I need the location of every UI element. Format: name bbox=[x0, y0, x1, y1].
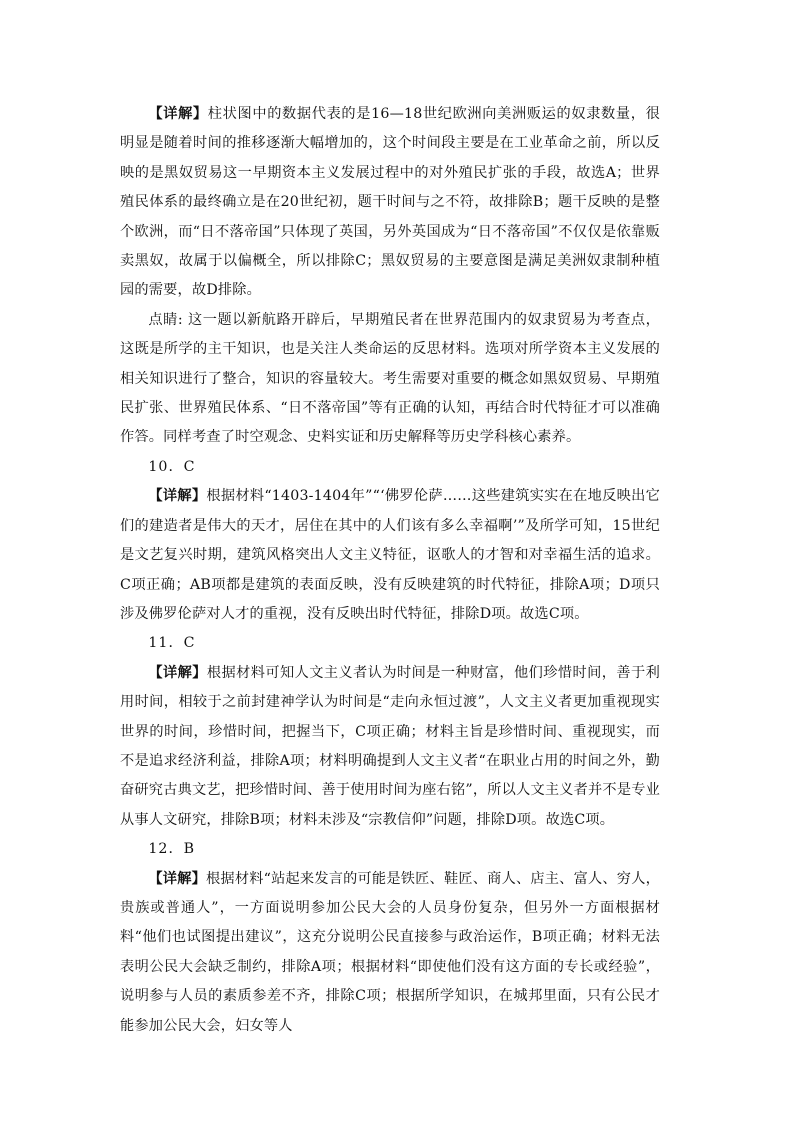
explanation-tag: 【详解】 bbox=[148, 488, 207, 505]
key-point-text: 点睛: 这一题以新航路开辟后，早期殖民者在世界范围内的奴隶贸易为考查点，这既是所学的主干知识，也是关注人类命运的反思材料。选项对所学资本主义发展的相关知识进行了整合，知识的容量较大。考生需要对重要的概念如黑奴贸易、早期殖民扩张、世界殖民体系、“日不落帝国”等有正确的认知，再结合时代特征才可以准确作答。同样考查了时空观念、史料实证和历史解释等历史学科核心素养。 bbox=[120, 311, 660, 446]
explanation-tag: 【详解】 bbox=[148, 870, 207, 887]
explanation-paragraph bbox=[120, 865, 660, 1041]
explanation-paragraph bbox=[120, 659, 660, 835]
explanation-text: 根据材料可知人文主义者认为时间是一种财富，他们珍惜时间，善于利用时间，相较于之前封建神学认为时间是“走向永恒过渡”，人文主义者更加重视现实世界的时间，珍惜时间，把握当下，C项正确；材料主旨是珍惜时间、重视现实，而不是追求经济利益，排除A项；材料明确提到人文主义者“在职业占用的时间之外，勤奋研究古典文艺，把珍惜时间、善于使用时间为座右铭”，所以人文主义者并不是专业从事人文研究，排除B项；材料未涉及“宗教信仰”问题，排除D项。故选C项。 bbox=[120, 664, 660, 828]
explanation-text: 根据材料“1403-1404年”“‘佛罗伦萨……这些建筑实实在在地反映出它们的建造者是伟大的天才，居住在其中的人们该有多么幸福啊’”及所学可知，15世纪是文艺复兴时期，建筑风格突出人文主义特征，讴歌人的才智和对幸福生活的追求。C项正确；AB项都是建筑的表面反映，没有反映建筑的时代特征，排除A项；D项只涉及佛罗伦萨对人才的重视，没有反映出时代特征，排除D项。故选C项。 bbox=[120, 488, 660, 622]
answer-number: 12．B bbox=[148, 841, 196, 858]
explanation-text: 柱状图中的数据代表的是16—18世纪欧洲向美洲贩运的奴隶数量，很明显是随着时间的推移逐渐大幅增加的，这个时间段主要是在工业革命之前，所以反映的是黑奴贸易这一早期资本主义发展过程中的对外殖民扩张的手段，故选A；世界殖民体系的最终确立是在20世纪初，题干时间与之不符，故排除B；题干反映的是整个欧洲，而“日不落帝国”只体现了英国，另外英国成为“日不落帝国”不仅仅是依靠贩卖黑奴，故属于以偏概全，所以排除C；黑奴贸易的主要意图是满足美洲奴隶制种植园的需要，故D排除。 bbox=[120, 106, 660, 299]
document-body bbox=[120, 100, 660, 1041]
key-point-paragraph bbox=[120, 306, 660, 453]
explanation-paragraph bbox=[120, 100, 660, 306]
explanation-tag: 【详解】 bbox=[148, 106, 208, 122]
explanation-paragraph bbox=[120, 482, 660, 629]
answer-number: 10．C bbox=[148, 458, 196, 475]
explanation-tag: 【详解】 bbox=[148, 664, 207, 681]
explanation-text: 根据材料“站起来发言的可能是铁匠、鞋匠、商人、店主、富人、穷人，贵族或普通人”，一方面说明参加公民大会的人员身份复杂，但另外一方面根据材料“他们也试图提出建议”，这充分说明公民直接参与政治运作，B项正确；材料无法表明公民大会缺乏制约，排除A项；根据材料“即使他们没有这方面的专长或经验”，说明参与人员的素质参差不齐，排除C项；根据所学知识，在城邦里面，只有公民才能参加公民大会，妇女等人 bbox=[120, 870, 660, 1034]
answer-number: 11．C bbox=[148, 635, 196, 652]
